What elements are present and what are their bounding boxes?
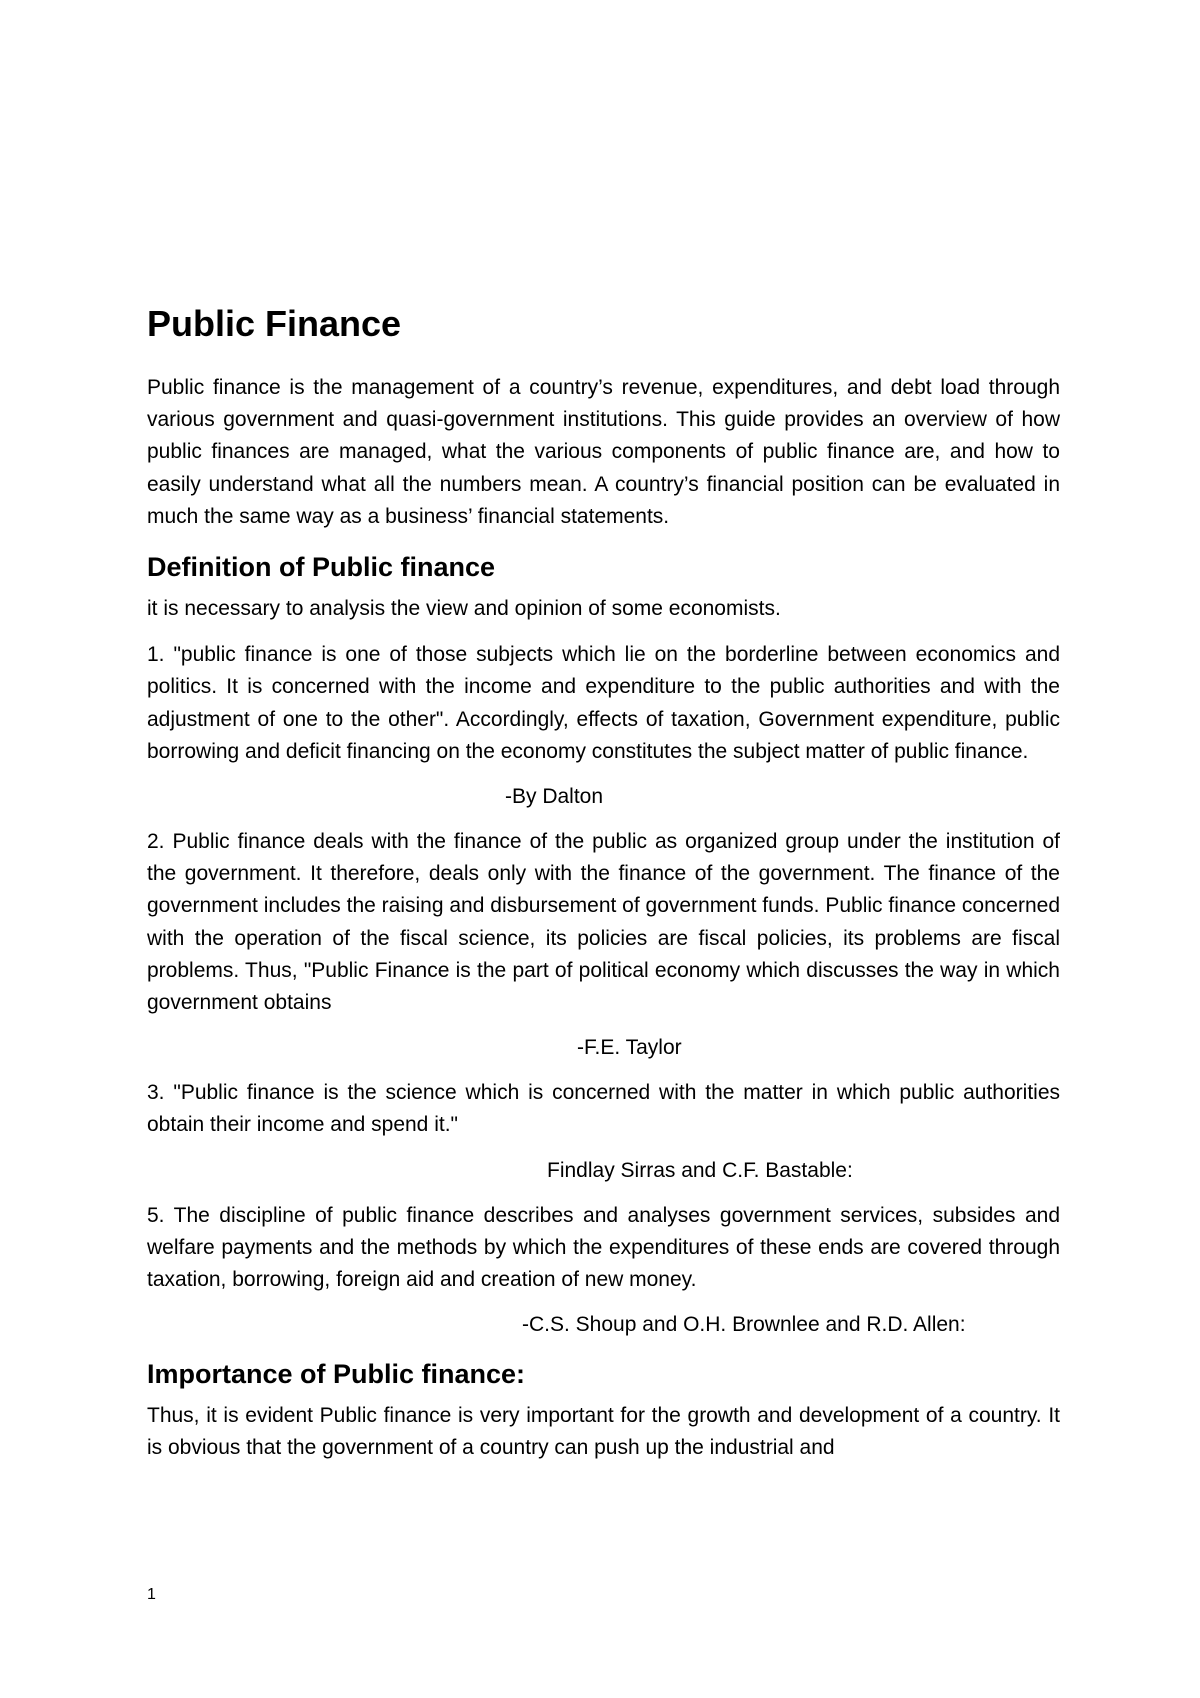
definition-5-attribution: -C.S. Shoup and O.H. Brownlee and R.D. Allen: xyxy=(522,1313,966,1337)
page-content xyxy=(147,296,1060,1479)
definition-1-text: 1. "public finance is one of those subjects which lie on the borderline between economics and politics. It is concerned with the income and expenditure to the public authorities and with the adjustment of one to the other". Accordingly, effects of taxation, Government expenditure, public borrowing and deficit financing on the economy constitutes the subject matter of public finance. xyxy=(147,643,1060,763)
definition-3-text: 3. "Public finance is the science which is concerned with the matter in which public authorities obtain their income and spend it." xyxy=(147,1081,1060,1137)
definition-5-text: 5. The discipline of public finance describes and analyses government services, subsides and welfare payments and the methods by which the expenditures of these ends are covered through taxation, borrowing, foreign aid and creation of new money. xyxy=(147,1203,1060,1292)
page-number: 1 xyxy=(147,1586,156,1603)
importance-paragraph: Thus, it is evident Public finance is very important for the growth and development of a country. It is obvious that the government of a country can push up the industrial and xyxy=(147,1404,1060,1460)
definition-heading: Definition of Public finance xyxy=(147,552,496,583)
definition-lead: it is necessary to analysis the view and opinion of some economists. xyxy=(147,597,781,621)
definition-1-attribution: -By Dalton xyxy=(505,785,604,809)
definition-3-attribution: Findlay Sirras and C.F. Bastable: xyxy=(547,1158,853,1182)
definition-2-text: 2. Public finance deals with the finance of the public as organized group under the institution of the government. It therefore, deals only with the finance of the government. The finance of the government includes the raising and disbursement of government funds. Public finance concerned with the operation of the fiscal science, its policies are fiscal policies, its problems are fiscal problems. Thus, "Public Finance is the part of political economy which discusses the way in which government obtains xyxy=(147,830,1060,1015)
definition-2-attribution: -F.E. Taylor xyxy=(577,1036,682,1060)
intro-paragraph: Public finance is the management of a country’s revenue, expenditures, and debt load through various government and quasi-government institutions. This guide provides an overview of how public finances are managed, what the various components of public finance are, and how to easily understand what all the numbers mean. A country’s financial position can be evaluated in much the same way as a business’ financial statements. xyxy=(147,376,1060,528)
page-title: Public Finance xyxy=(147,303,402,344)
importance-heading: Importance of Public finance: xyxy=(147,1359,526,1390)
